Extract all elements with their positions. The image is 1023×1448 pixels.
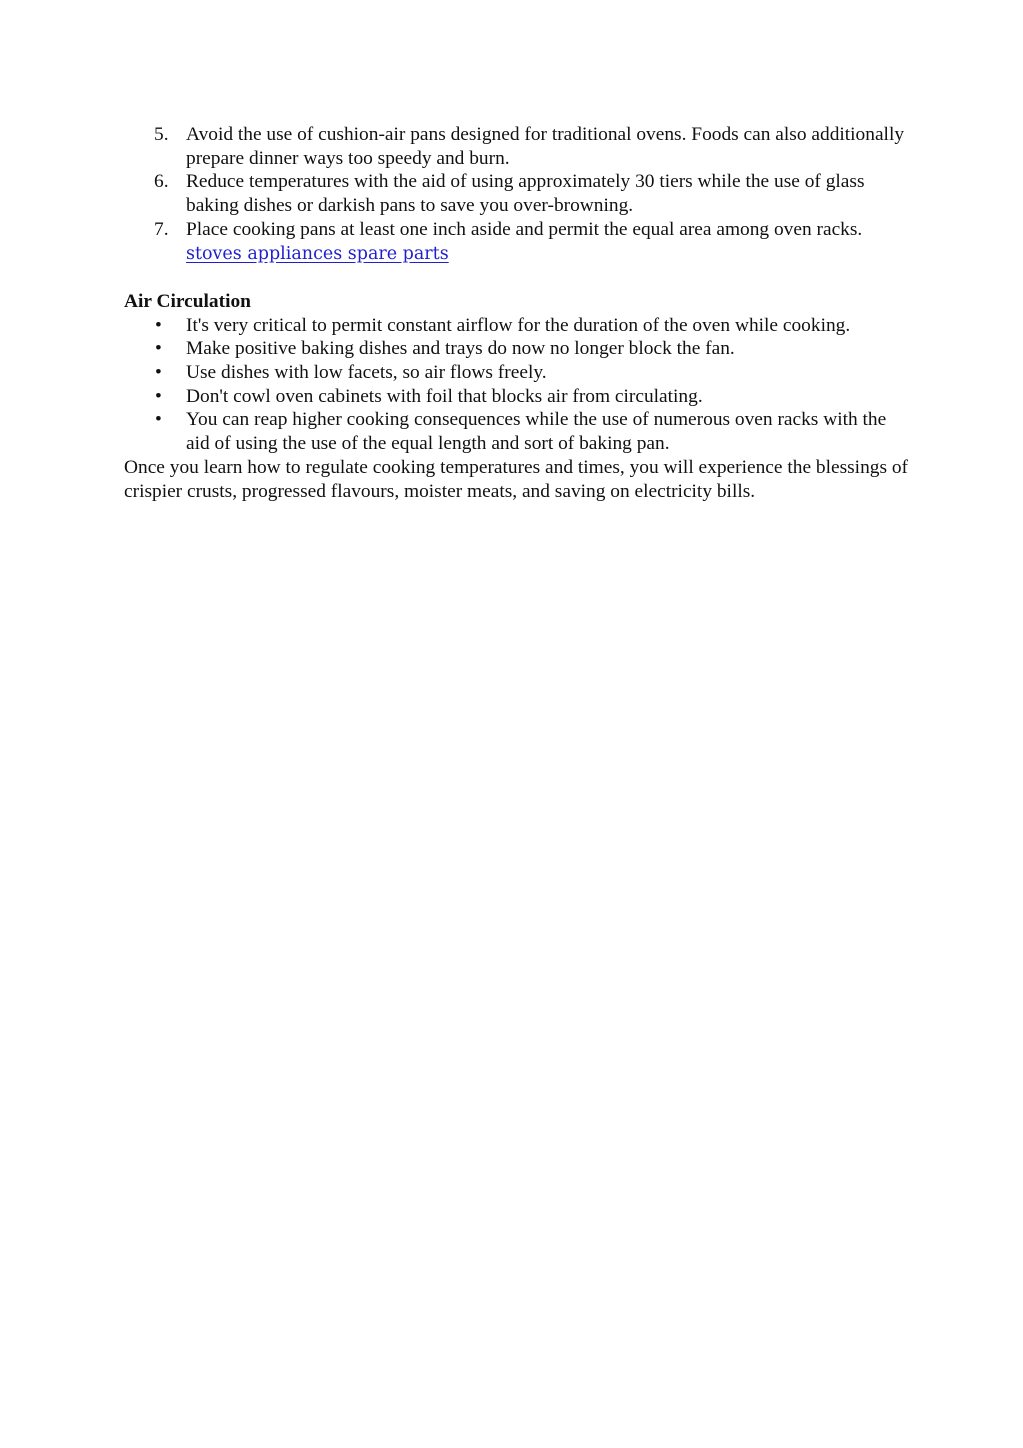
list-item [124,123,914,170]
list-item-text: Reduce temperatures with the aid of using approximately 30 tiers while the use of glass baking dishes or darkish pans to save you over-browning. [186,171,865,217]
list-item-text: You can reap higher cooking consequences while the use of numerous oven racks with the aid of using the use of the equal length and sort of baking pan. [186,409,887,455]
list-item [124,170,914,217]
list-item-text: Make positive baking dishes and trays do now no longer block the fan. [186,338,735,360]
list-number: 7. [154,218,169,240]
bullet-icon: • [155,338,162,360]
list-item [124,361,914,385]
bullet-icon: • [155,362,162,384]
list-item-text: Don't cowl oven cabinets with foil that blocks air from circulating. [186,385,703,407]
list-item [124,337,914,361]
list-item [124,218,914,266]
list-item-text: Use dishes with low facets, so air flows freely. [186,362,547,384]
bullet-icon: • [155,409,162,431]
closing-paragraph: Once you learn how to regulate cooking temperatures and times, you will experience the blessings of crispier crusts, progressed flavours, moister meats, and saving on electricity bills. [124,456,909,502]
bullet-icon: • [155,314,162,336]
page-content [124,123,914,503]
section-heading: Air Circulation [124,290,251,312]
spare-parts-link[interactable]: stoves appliances spare parts [186,243,449,264]
list-item [124,314,914,338]
numbered-list [124,123,914,266]
list-item-text: It's very critical to permit constant airflow for the duration of the oven while cooking. [186,314,851,336]
list-item [124,385,914,409]
list-item-text: Place cooking pans at least one inch aside and permit the equal area among oven racks. [186,218,863,240]
list-item-text: Avoid the use of cushion-air pans designed for traditional ovens. Foods can also additionally prepare dinner ways too speedy and burn. [186,124,905,169]
list-item [124,408,914,455]
list-number: 5. [154,124,169,145]
bullet-icon: • [155,385,162,407]
list-number: 6. [154,171,169,193]
bullet-list [124,314,914,456]
